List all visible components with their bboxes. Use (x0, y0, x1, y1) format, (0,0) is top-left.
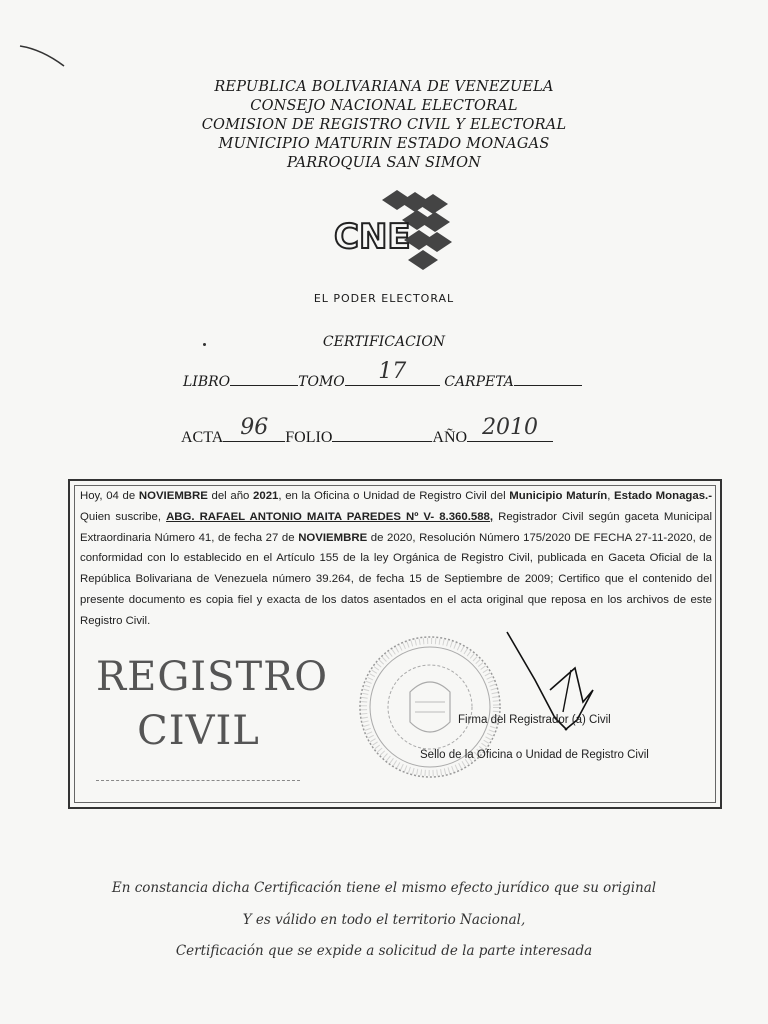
document-header (0, 78, 768, 173)
stamp-line-civil: CIVIL (137, 708, 260, 754)
acta-label: ACTA (181, 429, 224, 446)
body-text-segment: , en la Oficina o Unidad de Registro Civil del (278, 490, 510, 502)
body-text-segment: de 2020, Resolución Número 175/2020 DE FECHA 27-11-2020, de conformidad con lo establecido en el Artículo 155 de la ley Orgánica de Registro Civil, publicada en Gaceta Oficial de la República Bolivariana de Venezuela número 39.264, de fecha 15 de Septiembre de 2009; Certifico que el contenido del presente documento es copia fiel y exacta de los datos asentados en el acta original que reposa en los archivos de este Registro Civil. (80, 531, 712, 627)
carpeta-field (514, 371, 582, 386)
footer-line-3: Certificación que se expide a solicitud de la parte interesada (175, 943, 593, 959)
tomo-field (345, 359, 440, 386)
body-text-segment: , (607, 490, 615, 502)
pen-mark (18, 42, 68, 72)
cne-logo-text: CNE (334, 217, 411, 257)
body-text-segment: Quien suscribe, (80, 510, 167, 523)
body-text-segment: del año (207, 490, 254, 502)
certification-body-text (80, 486, 712, 632)
body-month: NOVIEMBRE (138, 490, 208, 502)
registrar-signature (495, 630, 645, 750)
cne-logo (322, 190, 462, 280)
anio-value: 2010 (482, 415, 539, 440)
body-year: 2021 (253, 490, 279, 502)
body-gazette-month: NOVIEMBRE (298, 531, 368, 544)
registro-civil-stamp (96, 650, 329, 758)
header-line-council: CONSEJO NACIONAL ELECTORAL (250, 98, 518, 114)
stamp-line-registro: REGISTRO (96, 654, 329, 700)
acta-folio-anio-row (181, 415, 553, 447)
footer-line-1: En constancia dicha Certificación tiene el mismo efecto jurídico que su original (111, 880, 657, 896)
tomo-value: 17 (378, 359, 407, 384)
body-municipality: Municipio Maturín (509, 490, 608, 502)
certification-title: CERTIFICACION (322, 334, 446, 350)
carpeta-label: CARPETA (444, 374, 514, 390)
libro-label: LIBRO (183, 374, 231, 390)
libro-field (230, 371, 298, 386)
logo-caption: EL PODER ELECTORAL (313, 292, 455, 305)
header-line-parish: PARROQUIA SAN SIMON (286, 155, 482, 171)
body-text-segment: Hoy, 04 de (80, 490, 139, 502)
header-line-municipality: MUNICIPIO MATURIN ESTADO MONAGAS (218, 136, 550, 152)
body-state: Estado Monagas.- (614, 490, 712, 502)
acta-value: 96 (240, 415, 269, 440)
libro-tomo-carpeta-row (183, 359, 582, 390)
folio-label: FOLIO (285, 429, 333, 446)
stamp-underline (96, 780, 300, 781)
folio-field (332, 427, 432, 442)
header-line-republic: REPUBLICA BOLIVARIANA DE VENEZUELA (214, 79, 554, 95)
registrar-name: ABG. RAFAEL ANTONIO MAITA PAREDES Nº V- 8.360.588, (166, 510, 494, 523)
footer-line-2: Y es válido en todo el territorio Nacional, (242, 912, 526, 928)
acta-field (223, 415, 285, 442)
tomo-label: TOMO (298, 374, 345, 390)
office-seal-label: Sello de la Oficina o Unidad de Registro Civil (420, 749, 649, 761)
anio-field (467, 415, 553, 442)
registrar-signature-label: Firma del Registrador (a) Civil (458, 714, 611, 726)
body-text-segment: Registrador Civil según gaceta Municipal Extraordinaria Número 41, de fecha 27 de (80, 510, 712, 544)
header-line-commission: COMISION DE REGISTRO CIVIL Y ELECTORAL (201, 117, 567, 133)
anio-label: AÑO (432, 429, 468, 446)
